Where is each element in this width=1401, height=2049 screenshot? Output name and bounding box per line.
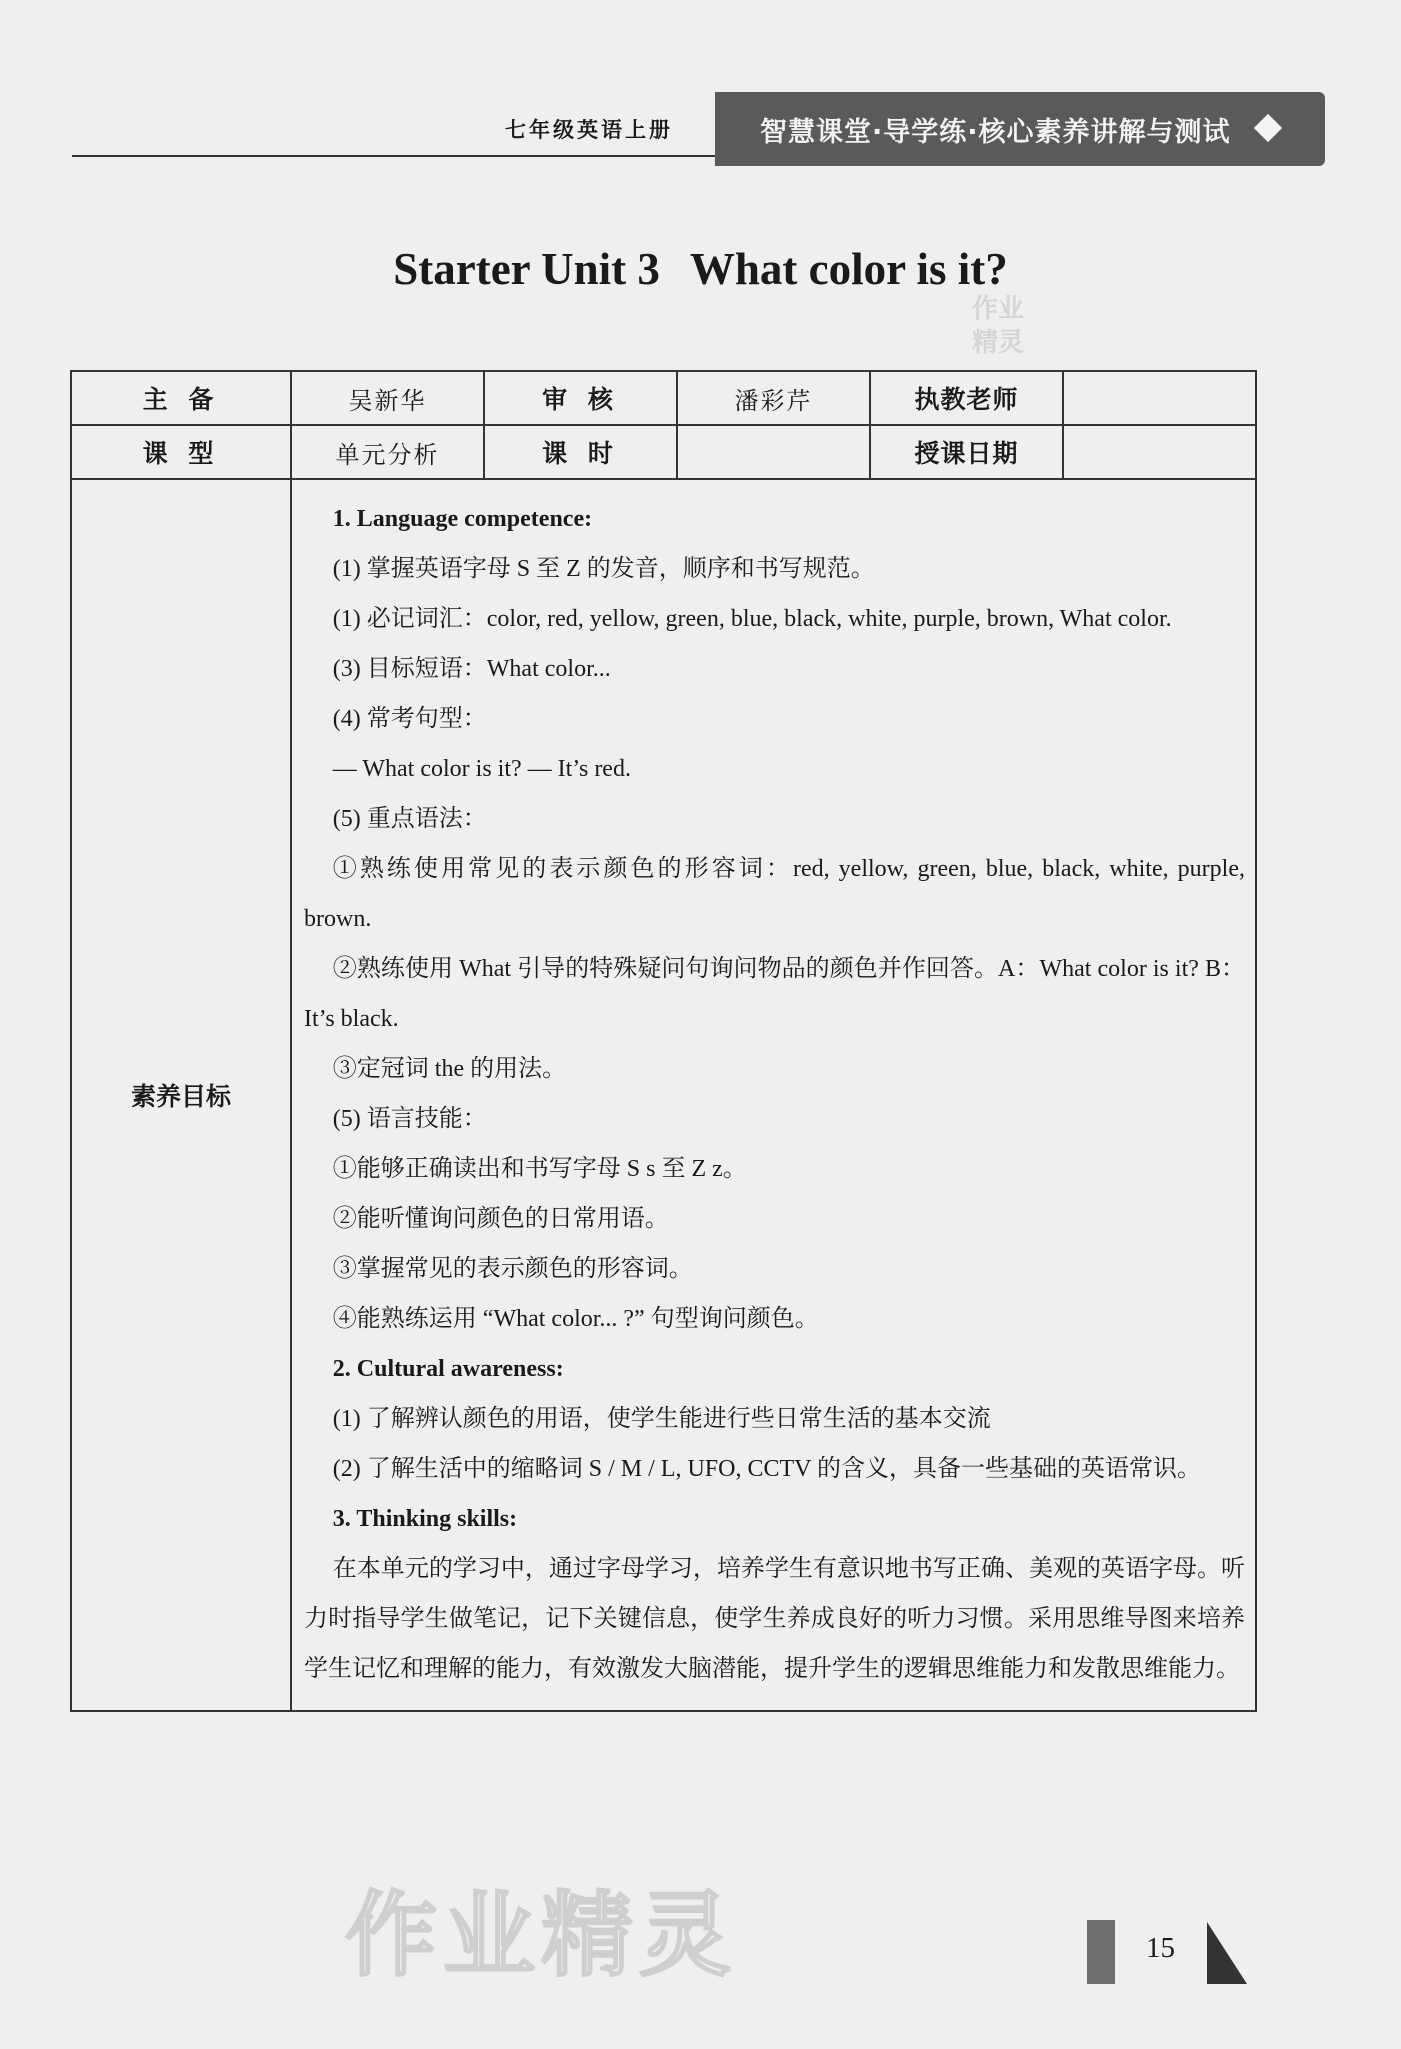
content-paragraph: — What color is it? — It’s red. xyxy=(332,756,631,782)
content-paragraph: (5) 重点语法： xyxy=(332,806,487,832)
value-periods xyxy=(677,425,870,479)
footer-triangle-icon xyxy=(1207,1922,1247,1984)
content-paragraph: (4) 常考句型： xyxy=(332,706,487,732)
content-paragraph: ③定冠词 the 的用法。 xyxy=(332,1056,567,1082)
value-teacher xyxy=(1063,371,1256,425)
watermark-line: 精灵 xyxy=(972,328,1025,358)
label-teacher: 执教老师 xyxy=(870,371,1063,425)
section-heading: 1. Language competence: xyxy=(332,506,593,532)
header-series-title: 智慧课堂·导学练·核心素养讲解与测试 xyxy=(760,117,1231,148)
content-paragraph: ④能熟练运用 “What color... ?” 句型询问颜色。 xyxy=(332,1306,819,1332)
header-book-title: 七年级英语上册 xyxy=(505,117,673,142)
watermark-stamp xyxy=(972,292,1024,360)
table-row xyxy=(71,371,1256,425)
label-competency-goals: 素养目标 xyxy=(71,479,291,1711)
footer-bar xyxy=(1087,1920,1115,1984)
table-row xyxy=(71,425,1256,479)
watermark-line: 作业 xyxy=(972,294,1025,324)
value-reviewer: 潘彩芹 xyxy=(677,371,870,425)
label-periods: 课 时 xyxy=(484,425,677,479)
watermark-bottom: 作业精灵 xyxy=(345,1882,738,1989)
value-teaching-date xyxy=(1063,425,1256,479)
content-paragraph: (1) 必记词汇：color, red, yellow, green, blue, black, white, purple, brown, What color. xyxy=(332,606,1172,632)
label-lesson-type: 课 型 xyxy=(71,425,291,479)
content-paragraph: ②熟练使用 What 引导的特殊疑问句询问物品的颜色并作回答。A：What color is it? B：It’s black. xyxy=(304,956,1245,1032)
unit-topic: What color is it? xyxy=(689,244,1008,294)
page-number: 15 xyxy=(1146,1932,1175,1964)
competency-goals-content xyxy=(291,479,1256,1711)
content-paragraph: (2) 了解生活中的缩略词 S / M / L, UFO, CCTV 的含义，具备一些基础的英语常识。 xyxy=(332,1456,1202,1482)
label-teaching-date: 授课日期 xyxy=(870,425,1063,479)
lesson-plan-table xyxy=(70,370,1257,1712)
value-lead-preparer: 吴新华 xyxy=(291,371,484,425)
unit-name: Starter Unit 3 xyxy=(393,244,660,294)
section-heading: 3. Thinking skills: xyxy=(332,1506,518,1532)
value-lesson-type: 单元分析 xyxy=(291,425,484,479)
content-paragraph: ③掌握常见的表示颜色的形容词。 xyxy=(332,1256,693,1282)
content-paragraph: (5) 语言技能： xyxy=(332,1106,487,1132)
section-heading: 2. Cultural awareness: xyxy=(332,1356,564,1382)
content-paragraph: (3) 目标短语：What color... xyxy=(332,656,611,682)
table-row xyxy=(71,479,1256,1711)
content-paragraph: (1) 掌握英语字母 S 至 Z 的发音，顺序和书写规范。 xyxy=(332,556,875,582)
content-paragraph: 在本单元的学习中，通过字母学习，培养学生有意识地书写正确、美观的英语字母。听力时指导学生做笔记，记下关键信息，使学生养成良好的听力习惯。采用思维导图来培养学生记忆和理解的能力，有效激发大脑潜能，提升学生的逻辑思维能力和发散思维能力。 xyxy=(304,1556,1245,1682)
header-rule xyxy=(72,155,722,157)
content-paragraph: ②能听懂询问颜色的日常用语。 xyxy=(332,1206,669,1232)
label-reviewer: 审 核 xyxy=(484,371,677,425)
content-paragraph: ①熟练使用常见的表示颜色的形容词：red, yellow, green, blue, black, white, purple, brown. xyxy=(304,856,1245,932)
content-paragraph: (1) 了解辨认颜色的用语，使学生能进行些日常生活的基本交流 xyxy=(332,1406,991,1432)
label-lead-preparer: 主 备 xyxy=(71,371,291,425)
page-title xyxy=(0,243,1401,295)
content-paragraph: ①能够正确读出和书写字母 S s 至 Z z。 xyxy=(332,1156,747,1182)
